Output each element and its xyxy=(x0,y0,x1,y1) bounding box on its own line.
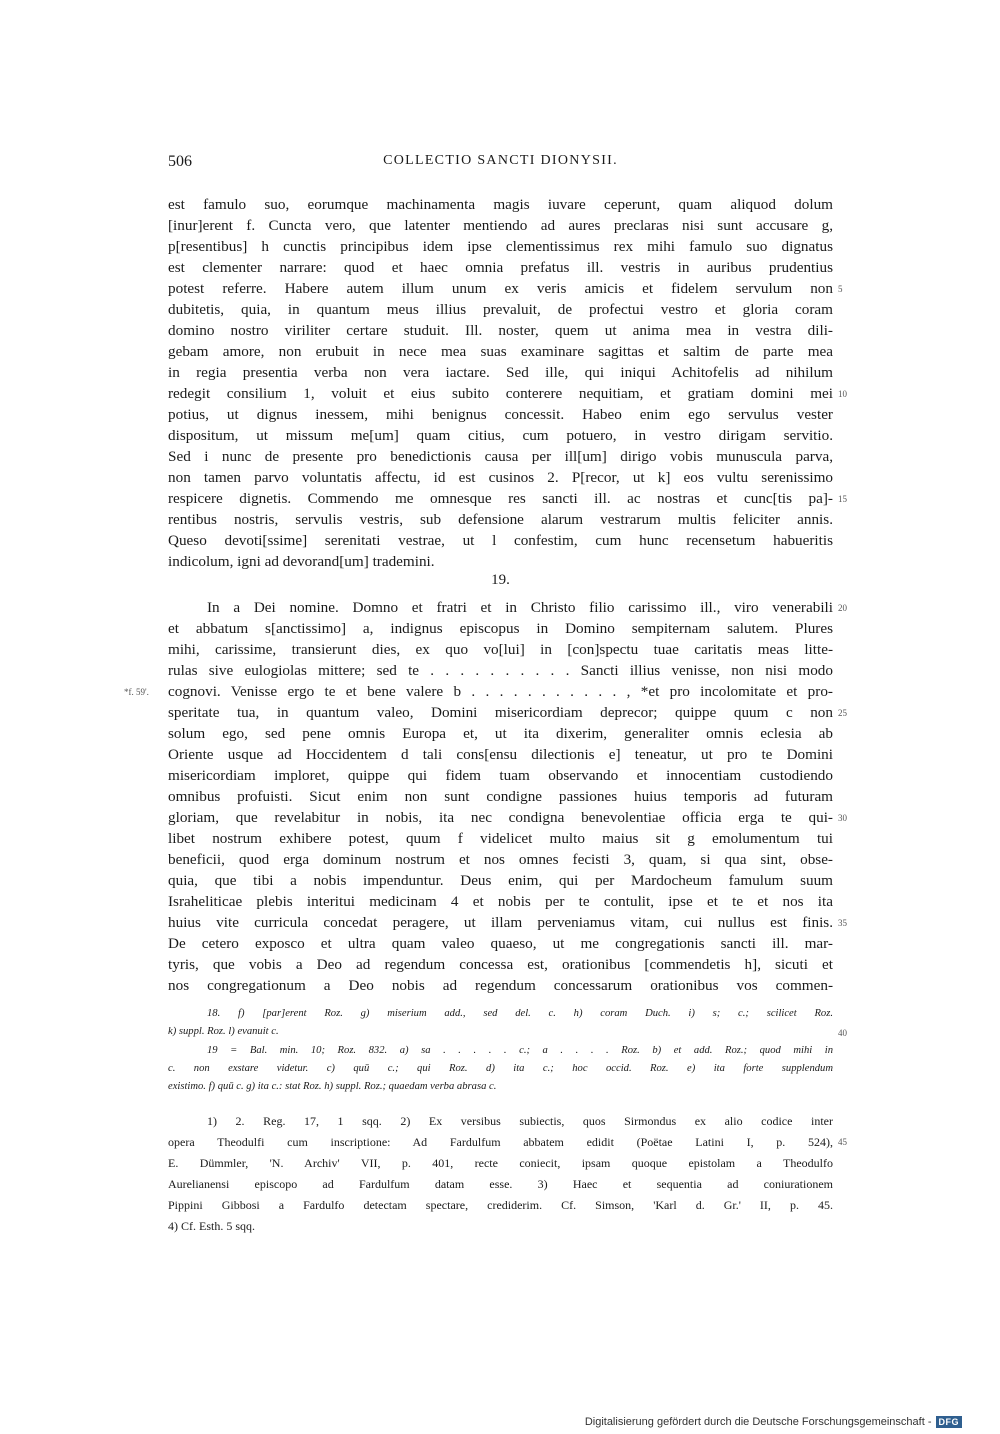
text-line: [inur]erent f. Cuncta vero, que latenter mentiendo ad aures preclaras nisi sunt accusare g, xyxy=(168,217,833,234)
text-line: non tamen parvo voluntatis affectu, id est cusinos 2. P[recor, ut k] eos vultu serenissimo xyxy=(168,469,833,486)
line-number: 15 xyxy=(838,494,847,504)
text-line: omnibus profuisti. Sicut enim non sunt condigne passiones huius temporis ad futuram xyxy=(168,788,833,805)
text-line: huius vite curricula concedat peragere, ut illam perveniamus vitam, cui nullus est finis. xyxy=(168,914,833,931)
text-line: p[resentibus] h cunctis principibus idem ipse clementissimus rex mihi famulo suo dignatus xyxy=(168,238,833,255)
text-line: nos congregationum a Deo nobis ad regendum concessarum orationibus vos commen- xyxy=(168,977,833,994)
notice-text: Digitalisierung gefördert durch die Deutsche Forschungsgemeinschaft - xyxy=(584,1416,932,1428)
apparatus-line: c. non exstare videtur. c) quū c.; qui Roz. d) ita c.; hoc occid. Roz. e) ita forte supplendum xyxy=(168,1063,833,1074)
apparatus-line: 18. f) [par]erent Roz. g) miserium add., sed del. c. h) coram Duch. i) s; c.; scilicet Roz. xyxy=(207,1008,833,1019)
text-line: solum ego, sed pene omnis Europa et, ut ita dixerim, generaliter omnis eclesia ab xyxy=(168,725,833,742)
dfg-logo: DFG xyxy=(936,1416,963,1428)
text-line: cognovi. Venisse ergo te et bene valere b . . . . . . . . . . . , *et pro incolomitate et pro- xyxy=(168,683,833,700)
text-line: In a Dei nomine. Domno et fratri et in Christo filio carissimo ill., viro venerabili xyxy=(207,599,833,616)
text-line: potius, ut dignus inessem, mihi benignus concessit. Habeo enim ego servulus vester xyxy=(168,406,833,423)
text-line: Sed i nunc de presente pro benedictionis causa per ill[um] dirigo vobis munuscula parva, xyxy=(168,448,833,465)
line-number: 40 xyxy=(838,1028,847,1038)
line-number: 35 xyxy=(838,918,847,928)
footnote-line: 4) Cf. Esth. 5 sqq. xyxy=(168,1219,255,1233)
running-title: COLLECTIO SANCTI DIONYSII. xyxy=(383,153,618,168)
text-line: libet nostrum exhibere potest, quum f videlicet multo maius sit g emolumentum tui xyxy=(168,830,833,847)
footnote-line: E. Dümmler, 'N. Archiv' VII, p. 401, recte coniecit, ipsam quoque epistolam a Theodulfo xyxy=(168,1156,833,1170)
text-line: rulas sive eulogiolas mittere; sed te . . . . . . . . . . Sancti illius venisse, non nisi modo xyxy=(168,662,833,679)
text-line: indicolum, igni ad devorand[um] trademini. xyxy=(168,553,435,570)
text-line: Israheliticae plebis interitui medicinam 4 et nobis per te contulit, ipse et te et nos ita xyxy=(168,893,833,910)
footnote-line: 1) 2. Reg. 17, 1 sqq. 2) Ex versibus subiectis, quos Sirmondus ex alio codice inter xyxy=(207,1114,833,1128)
text-line: Oriente usque ad Hoccidentem d tali cons[ensu dilectionis e] teneatur, ut pro te Domini xyxy=(168,746,833,763)
text-line: Queso devoti[ssime] serenitati vestrae, ut l confestim, cum hunc recensetum habueritis xyxy=(168,532,833,549)
line-number: 45 xyxy=(838,1137,847,1147)
text-line: De cetero exposco et ultra quam valeo quaeso, ut me congregationis sancti ill. mar- xyxy=(168,935,833,952)
page-number: 506 xyxy=(168,153,192,170)
text-line: et abbatum s[anctissimo] a, indignus episcopus in Domino sempiternam salutem. Plures xyxy=(168,620,833,637)
text-line: dispositum, ut missum me[um] quam citius, cum potuero, in vestro dirigam servitio. xyxy=(168,427,833,444)
apparatus-line: existimo. f) quū c. g) ita c.: stat Roz. h) suppl. Roz.; quaedam verba abrasa c. xyxy=(168,1081,497,1092)
text-line: est famulo suo, eorumque machinamenta magis iuvare ceperunt, quam aliquod dolum xyxy=(168,196,833,213)
apparatus-line: k) suppl. Roz. l) evanuit c. xyxy=(168,1026,279,1037)
folio-reference: *f. 59'. xyxy=(124,687,149,697)
text-line: mihi, carissime, transierunt dies, ex quo vo[lui] in [con]spectu tuae caritatis meas litte- xyxy=(168,641,833,658)
line-number: 5 xyxy=(838,284,843,294)
text-line: tyris, que vobis a Deo ad regendum concessa est, orationibus [commendetis h], sicuti et xyxy=(168,956,833,973)
page-header xyxy=(168,153,833,177)
footnote-line: Pippini Gibbosi a Fardulfo detectam spectare, crediderim. Cf. Simson, 'Karl d. Gr.' II, p. 45. xyxy=(168,1198,833,1212)
text-line: beneficii, quod erga dominum nostrum et nos omnes fecisti 3, quam, si qua sint, obse- xyxy=(168,851,833,868)
text-line: misericordiam imploret, quippe qui fidem tuam observando et innocentiam custodiendo xyxy=(168,767,833,784)
text-line: quia, que tibi a nobis impenduntur. Deus enim, qui per Mardocheum famulum suum xyxy=(168,872,833,889)
text-line: redegit consilium 1, voluit et eius subito conterere nequitiam, et gratiam domini mei xyxy=(168,385,833,402)
text-line: rentibus nostris, servulis vestris, sub defensione alarum vestrarum multis feliciter annis. xyxy=(168,511,833,528)
text-line: speritate tua, in quantum valeo, Domini misericordiam deprecor; quippe quum c non xyxy=(168,704,833,721)
line-number: 20 xyxy=(838,603,847,613)
text-line: est clementer narrare: quod et haec omnia prefatus ill. vestris in auribus prudentius xyxy=(168,259,833,276)
text-line: respicere dignetis. Commendo me omnesque res sancti ill. ac nostras et cunc[tis pa]- xyxy=(168,490,833,507)
line-number: 30 xyxy=(838,813,847,823)
apparatus-line: 19 = Bal. min. 10; Roz. 832. a) sa . . . . . c.; a . . . . Roz. b) et add. Roz.; quod mihi in xyxy=(207,1045,833,1056)
text-line: dubitetis, quia, in quantum meus illius prevaluit, de profectui vestro et gloria coram xyxy=(168,301,833,318)
line-number: 25 xyxy=(838,708,847,718)
line-number: 10 xyxy=(838,389,847,399)
text-line: gloriam, que revelabitur in nobis, ita nec condigna benevolentiae officia erga te qui- xyxy=(168,809,833,826)
text-line: gebam amore, non erubuit in nece mea suas examinare sagittas et saltim de parte mea xyxy=(168,343,833,360)
footnote-line: opera Theodulfi cum inscriptione: Ad Fardulfum abbatem edidit (Poëtae Latini I, p. 524), xyxy=(168,1135,833,1149)
footnote-line: Aurelianensi episcopo ad Fardulfum datam esse. 3) Haec et sequentia ad coniurationem xyxy=(168,1177,833,1191)
section-heading: 19. xyxy=(491,572,510,588)
text-line: potest referre. Habere autem illum unum ex veris amicis et fidelem servulum non xyxy=(168,280,833,297)
text-line: domino nostro viriliter certare studuit. Ill. noster, quem ut anima mea in vestra dili- xyxy=(168,322,833,339)
digitization-notice xyxy=(585,1416,962,1428)
text-line: in regia presentia verba non vera iactare. Sed ille, qui iniqui Achitofelis ad nihilum xyxy=(168,364,833,381)
